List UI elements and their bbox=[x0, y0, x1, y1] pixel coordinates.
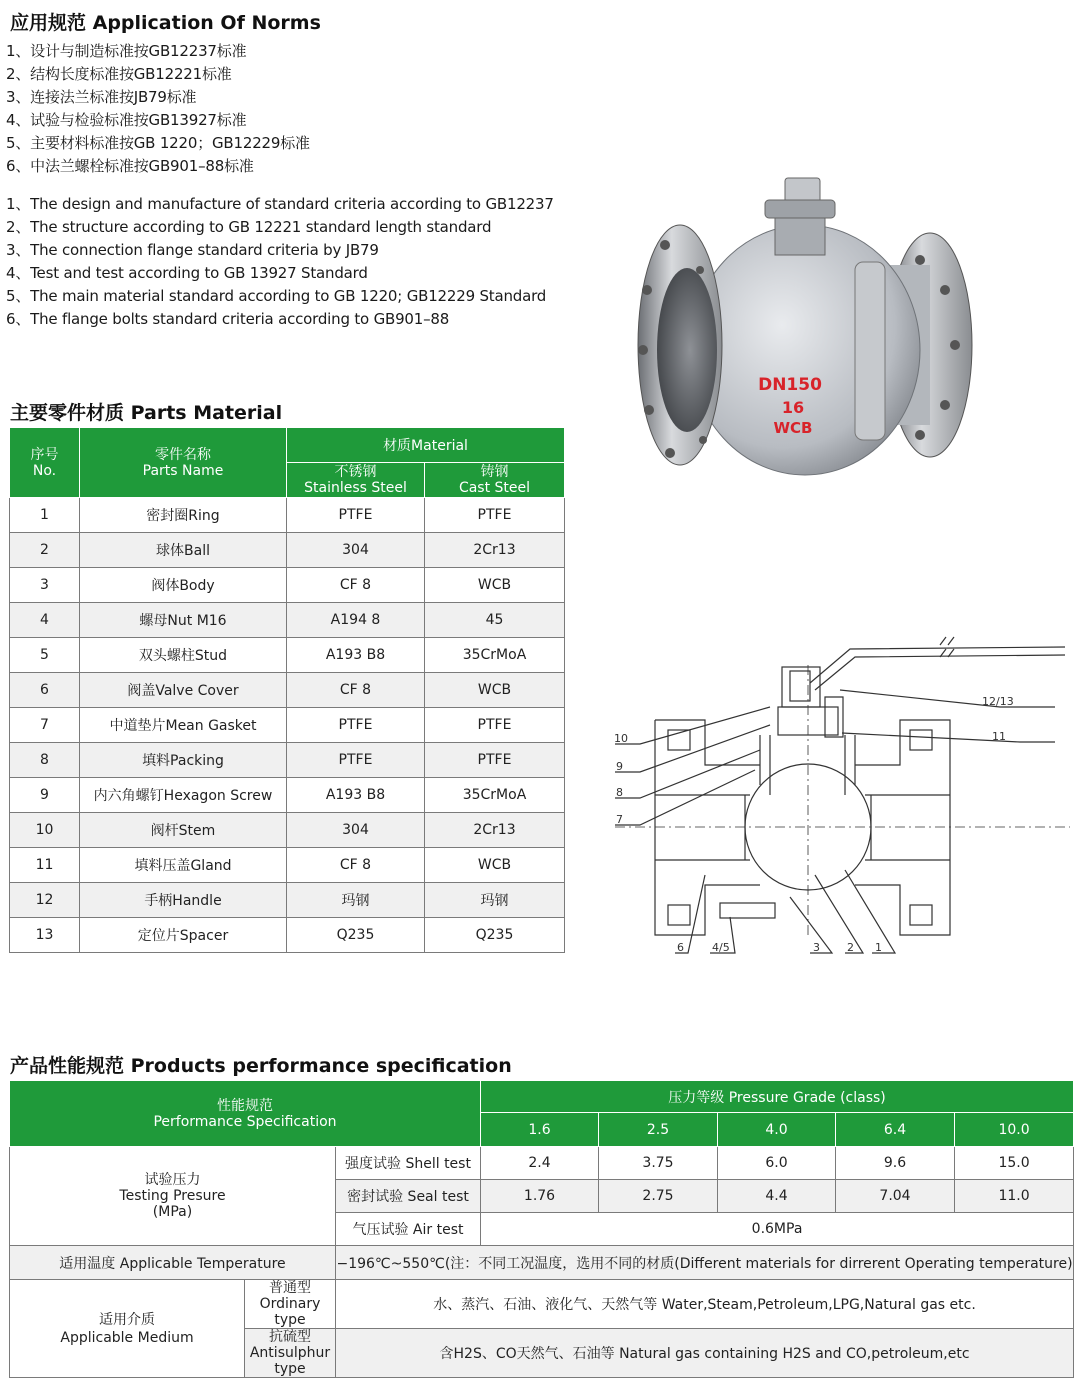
shell-test-label: 强度试验 Shell test bbox=[336, 1147, 481, 1180]
ordinary-type-label: 普通型 Ordinary type bbox=[245, 1280, 336, 1329]
cell-no: 11 bbox=[10, 848, 80, 883]
callout-6: 6 bbox=[677, 941, 684, 954]
cell-no: 3 bbox=[10, 568, 80, 603]
norm-cn-item: 3、连接法兰标准按JB79标准 bbox=[6, 88, 197, 106]
cell-ss: A194 8 bbox=[287, 603, 425, 638]
parts-title: 主要零件材质 Parts Material bbox=[10, 402, 283, 424]
table-row bbox=[10, 603, 565, 638]
cell-name: 阀杆Stem bbox=[80, 813, 287, 848]
cell-ss: CF 8 bbox=[287, 568, 425, 603]
testing-pressure-label: 试验压力 Testing Presure (MPa) bbox=[10, 1147, 336, 1246]
cell-cs: 35CrMoA bbox=[425, 638, 565, 673]
seal-value: 2.75 bbox=[599, 1180, 718, 1213]
callout-11: 11 bbox=[992, 730, 1006, 743]
cell-no: 8 bbox=[10, 743, 80, 778]
valve-marking-dn: DN150 bbox=[758, 375, 822, 395]
table-row bbox=[10, 638, 565, 673]
norm-cn-item: 1、设计与制造标准按GB12237标准 bbox=[6, 42, 247, 60]
grade-cell: 1.6 bbox=[481, 1113, 599, 1147]
callout-2: 2 bbox=[847, 941, 854, 954]
norm-cn-item: 5、主要材料标准按GB 1220；GB12229标准 bbox=[6, 134, 310, 152]
table-row bbox=[10, 918, 565, 953]
cell-ss: A193 B8 bbox=[287, 778, 425, 813]
norm-cn-item: 2、结构长度标准按GB12221标准 bbox=[6, 65, 232, 83]
cell-cs: Q235 bbox=[425, 918, 565, 953]
cell-name: 密封圈Ring bbox=[80, 498, 287, 533]
cell-name: 双头螺柱Stud bbox=[80, 638, 287, 673]
parts-material-table bbox=[9, 427, 565, 953]
cell-ss: PTFE bbox=[287, 708, 425, 743]
cell-cs: WCB bbox=[425, 673, 565, 708]
cell-ss: Q235 bbox=[287, 918, 425, 953]
norm-en-item: 5、The main material standard according to GB 1220; GB12229 Standard bbox=[6, 287, 547, 305]
table-row bbox=[10, 848, 565, 883]
seal-value: 11.0 bbox=[955, 1180, 1074, 1213]
norm-en-item: 4、Test and test according to GB 13927 Standard bbox=[6, 264, 368, 282]
grade-cell: 6.4 bbox=[836, 1113, 955, 1147]
valve-marking-pn: 16 bbox=[781, 398, 805, 417]
cell-cs: 35CrMoA bbox=[425, 778, 565, 813]
cell-ss: PTFE bbox=[287, 498, 425, 533]
cell-name: 内六角螺钉Hexagon Screw bbox=[80, 778, 287, 813]
cell-name: 球体Ball bbox=[80, 533, 287, 568]
ordinary-type-value: 水、蒸汽、石油、液化气、天然气等 Water,Steam,Petroleum,LPG,Natural gas etc. bbox=[336, 1280, 1074, 1329]
spec-title: 产品性能规范 Products performance specification bbox=[10, 1055, 512, 1077]
cell-ss: 玛钢 bbox=[287, 883, 425, 918]
norm-en-item: 3、The connection flange standard criteria by JB79 bbox=[6, 241, 379, 259]
cell-cs: 45 bbox=[425, 603, 565, 638]
seal-value: 7.04 bbox=[836, 1180, 955, 1213]
cell-ss: PTFE bbox=[287, 743, 425, 778]
header-material: 材质Material bbox=[287, 428, 565, 463]
valve-marking-material: WCB bbox=[773, 419, 813, 437]
cell-no: 2 bbox=[10, 533, 80, 568]
header-no: 序号 No. bbox=[10, 428, 80, 498]
cell-name: 中道垫片Mean Gasket bbox=[80, 708, 287, 743]
header-pressure-grade: 压力等级 Pressure Grade (class) bbox=[481, 1081, 1074, 1113]
seal-test-label: 密封试验 Seal test bbox=[336, 1180, 481, 1213]
norm-en-item: 1、The design and manufacture of standard criteria according to GB12237 bbox=[6, 195, 554, 213]
air-test-label: 气压试验 Air test bbox=[336, 1213, 481, 1246]
norm-en-item: 2、The structure according to GB 12221 standard length standard bbox=[6, 218, 492, 236]
table-row bbox=[10, 883, 565, 918]
shell-value: 6.0 bbox=[718, 1147, 836, 1180]
cell-no: 1 bbox=[10, 498, 80, 533]
medium-label: 适用介质 Applicable Medium bbox=[10, 1280, 245, 1378]
temperature-label: 适用温度 Applicable Temperature bbox=[10, 1246, 336, 1280]
table-row bbox=[10, 778, 565, 813]
norms-en-list bbox=[6, 193, 554, 331]
norm-en-item: 6、The flange bolts standard criteria according to GB901–88 bbox=[6, 310, 450, 328]
callout-1: 1 bbox=[875, 941, 882, 954]
cell-no: 9 bbox=[10, 778, 80, 813]
header-performance-spec: 性能规范 Performance Specification bbox=[10, 1081, 481, 1147]
cell-cs: PTFE bbox=[425, 498, 565, 533]
header-stainless-steel: 不锈钢 Stainless Steel bbox=[287, 463, 425, 498]
cell-name: 阀盖Valve Cover bbox=[80, 673, 287, 708]
shell-value: 3.75 bbox=[599, 1147, 718, 1180]
air-test-value: 0.6MPa bbox=[481, 1213, 1074, 1246]
performance-spec-table bbox=[9, 1080, 1074, 1378]
cell-cs: WCB bbox=[425, 568, 565, 603]
cell-cs: PTFE bbox=[425, 708, 565, 743]
seal-value: 4.4 bbox=[718, 1180, 836, 1213]
antisulphur-type-label: 抗硫型 Antisulphur type bbox=[245, 1329, 336, 1378]
antisulphur-type-value: 含H2S、CO天然气、石油等 Natural gas containing H2S and CO,petroleum,etc bbox=[336, 1329, 1074, 1378]
shell-value: 9.6 bbox=[836, 1147, 955, 1180]
shell-value: 15.0 bbox=[955, 1147, 1074, 1180]
cell-no: 7 bbox=[10, 708, 80, 743]
grade-cell: 10.0 bbox=[955, 1113, 1074, 1147]
cell-name: 螺母Nut M16 bbox=[80, 603, 287, 638]
cell-ss: 304 bbox=[287, 813, 425, 848]
cell-cs: WCB bbox=[425, 848, 565, 883]
cell-name: 手柄Handle bbox=[80, 883, 287, 918]
cell-no: 10 bbox=[10, 813, 80, 848]
callout-8: 8 bbox=[616, 786, 623, 799]
cell-cs: 2Cr13 bbox=[425, 533, 565, 568]
callout-9: 9 bbox=[616, 760, 623, 773]
grade-cell: 4.0 bbox=[718, 1113, 836, 1147]
cell-ss: 304 bbox=[287, 533, 425, 568]
table-row bbox=[10, 708, 565, 743]
cell-ss: CF 8 bbox=[287, 673, 425, 708]
cell-name: 填料Packing bbox=[80, 743, 287, 778]
table-row bbox=[10, 498, 565, 533]
seal-value: 1.76 bbox=[481, 1180, 599, 1213]
cell-cs: PTFE bbox=[425, 743, 565, 778]
cell-name: 定位片Spacer bbox=[80, 918, 287, 953]
ball-valve-photo bbox=[625, 170, 985, 505]
valve-cross-section-drawing bbox=[610, 635, 1075, 960]
cell-ss: A193 B8 bbox=[287, 638, 425, 673]
cell-no: 5 bbox=[10, 638, 80, 673]
table-row bbox=[10, 568, 565, 603]
cell-no: 13 bbox=[10, 918, 80, 953]
header-cast-steel: 铸钢 Cast Steel bbox=[425, 463, 565, 498]
table-row bbox=[10, 673, 565, 708]
cell-no: 4 bbox=[10, 603, 80, 638]
callout-3: 3 bbox=[813, 941, 820, 954]
table-row bbox=[10, 533, 565, 568]
cell-ss: CF 8 bbox=[287, 848, 425, 883]
header-parts-name: 零件名称 Parts Name bbox=[80, 428, 287, 498]
cell-cs: 2Cr13 bbox=[425, 813, 565, 848]
callout-12-13: 12/13 bbox=[982, 695, 1014, 708]
shell-value: 2.4 bbox=[481, 1147, 599, 1180]
cell-no: 6 bbox=[10, 673, 80, 708]
grade-cell: 2.5 bbox=[599, 1113, 718, 1147]
callout-7: 7 bbox=[616, 813, 623, 826]
norm-cn-item: 6、中法兰螺栓标准按GB901–88标准 bbox=[6, 157, 254, 175]
cell-no: 12 bbox=[10, 883, 80, 918]
callout-10: 10 bbox=[614, 732, 628, 745]
norms-cn-list bbox=[6, 40, 310, 178]
norm-cn-item: 4、试验与检验标准按GB13927标准 bbox=[6, 111, 247, 129]
table-row bbox=[10, 813, 565, 848]
norms-title: 应用规范 Application Of Norms bbox=[10, 12, 321, 34]
cell-name: 填料压盖Gland bbox=[80, 848, 287, 883]
table-row bbox=[10, 743, 565, 778]
cell-cs: 玛钢 bbox=[425, 883, 565, 918]
callout-4-5: 4/5 bbox=[712, 941, 730, 954]
cell-name: 阀体Body bbox=[80, 568, 287, 603]
temperature-value: −196℃~550℃(注：不同工况温度，选用不同的材质(Different materials for dirrerent Operating temperature) bbox=[336, 1246, 1074, 1280]
